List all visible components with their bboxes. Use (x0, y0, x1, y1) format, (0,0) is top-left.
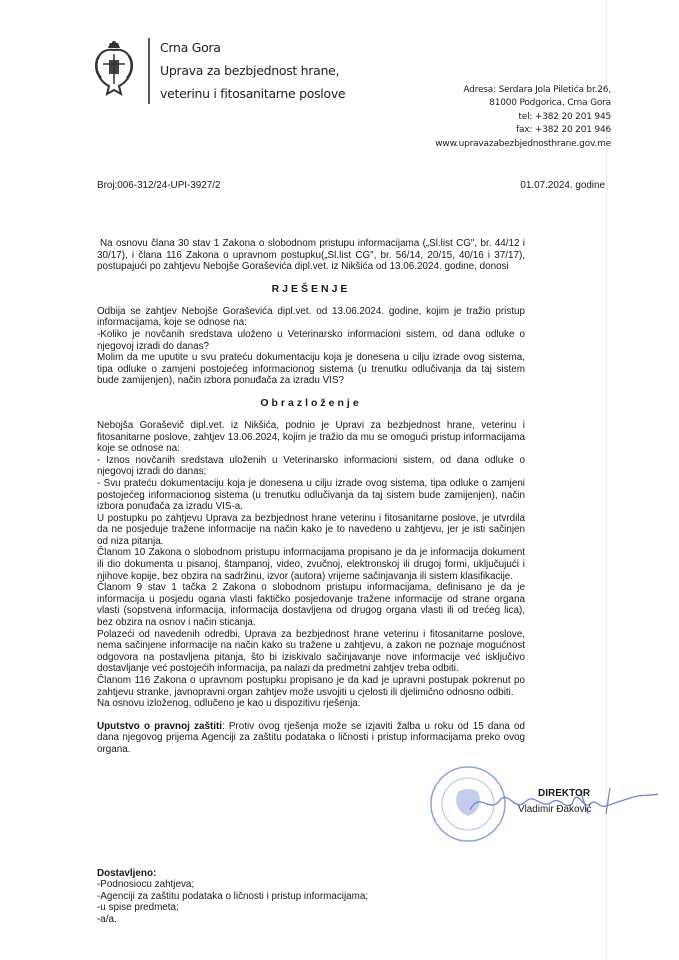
reasoning-paragraph: Članom 9 stav 1 tačka 2 Zakona o slobodnom pristupu informacijama, definisano je da je informacija u posjedu ogana vlasti faktičko posjedovanje tražene informacije od strane organa vlasti (sopstvena informacija, informacija dostavljena od drugog organa vlasti ili od trećeg lica), bez obzira na osnov i način sticanja. (97, 582, 525, 629)
org-line-agency: Uprava za bezbjednost hrane, (160, 63, 340, 78)
reasoning-body (97, 420, 525, 710)
decision-paragraph: Molim da me uputite u svu prateću dokumentaciju koja je donesena u cilju izrade ovog sistema, tipa odluke o zamjeni postojećeg informacionog sistema (u trenutku odlučivanja da taj sistem bude zamijenjen), način izbora ponuđača za izradu VIS? (97, 352, 525, 387)
distribution-list (97, 868, 525, 926)
decision-paragraph: Odbija se zahtjev Nebojše Goraševića dipl.vet. od 13.06.2024. godine, kojim je tražio pristup informacijama, koje se odnose na: (97, 305, 525, 329)
legal-remedy-label: Uputstvo o pravnoj zaštiti (97, 720, 223, 732)
reasoning-paragraph: - Svu prateću dokumentaciju koja je donesena u cilju izrade ovog sistema, tipa odluke o zamjeni postojećeg informacionog sistema (u trenutku odlučivanja da taj sistem bude zamijenjen), način izbora ponuđača za izradu VIS-a. (97, 477, 525, 513)
reasoning-paragraph: Nebojša Goraševič dipl.vet. iz Nikšića, podnio je Upravi za bezbjednost hrane, veterinu i fitosanitarne poslove, zahtjev 13.06.2024, kojim je tražio da mu se omogući pristup informacijama koje se odnose na: (97, 419, 525, 455)
distribution-item: -Podnosiocu zahtjeva; (97, 879, 195, 891)
reasoning-title: Obrazloženje (260, 396, 362, 409)
header-divider (148, 38, 150, 104)
legal-remedy-text: : Protiv ovog rješenja može se izjaviti žalba u roku od 15 dana od dana njegovog prijema Agenciji za zaštitu podataka o ličnosti i pristup informacijama preko ovog organa. (97, 720, 525, 755)
address-tel: tel: +382 20 201 945 (518, 111, 611, 122)
reasoning-paragraph: Polazeći od navedenih odredbi, Uprava za bezbjednost hrane veterinu i fitosanitarne poslove, nema sačinjene informacije na način kako su tražene u zahtjevu, a zakon ne poznaje mogućnost odgovora na postavljena pitanja, što bi iziskivalo sačinjavanje nove informacije već isključivo dostavljanje već postojećih informacija, pa nalazi da predmetni zahtjev treba odbiti. (97, 628, 525, 675)
document-body (97, 238, 592, 926)
signature-block (97, 764, 592, 856)
address-website[interactable]: www.upravazabezbjednosthrane.gov.me (435, 138, 611, 149)
coat-of-arms-logo (93, 40, 135, 98)
intro-paragraph: Na osnovu člana 30 stav 1 Zakona o slobodnom pristupu informacijama („Sl.list CG", br. 44/12 i 30/17), i člana 116 Zakona o upravnom postupku(„Sl.list CG", br. 56/14, 20/15, 40/16 i 37/17), postupajući po zahtjevu Nebojše Goraševića dipl.vet. iz Nikšića od 13.06.2024. godine, donosi (97, 238, 525, 273)
signatory-name: Vladimir Đaković (518, 803, 592, 815)
legal-remedy (97, 721, 525, 756)
reasoning-paragraph: U postupku po zahtjevu Uprava za bezbjednost hrane veterinu i fitosanitarne poslove, je utvrdila da ne posjeduje tražene informacije na način kako je to navedeno u zahtjevu, jer je isti sačinjen od niza pitanja. (97, 512, 525, 547)
reasoning-paragraph: Na osnovu izloženog, odlučeno je kao u dispozitivu rješenja. (97, 698, 361, 710)
organization-name (160, 36, 345, 105)
address-block (435, 84, 611, 151)
signature-scribble (460, 780, 660, 825)
distribution-item: -u spise predmeta; (97, 902, 179, 914)
decision-paragraph: -Koliko je novčanih sredstava uloženo u Veterinarsko informacioni sistem, od dana odluke o njegovoj izradi do danas? (97, 328, 525, 352)
signatory-title: DIREKTOR (538, 787, 591, 799)
distribution-item: -a/a. (97, 913, 117, 925)
decision-body (97, 306, 525, 387)
reasoning-paragraph: Članom 10 Zakona o slobodnom pristupu informacijama propisano je da je informacija dokument ili dio dokumenta u pisanoj, štampanoj, video, zvučnoj, elektronskoj ili drugoj formi, uključujući i njihove kopije, bez obzira na sadržinu, izvor (autora) vrijeme sačinjavanja ili sistem klasifikacije. (97, 547, 525, 582)
decision-title: RJEŠENJE (271, 282, 351, 295)
distribution-title: Dostavljeno: (97, 867, 157, 879)
address-street: Adresa: Serdara Jola Piletića br.26, (463, 85, 611, 95)
reference-number: Broj:006-312/24-UPI-3927/2 (97, 180, 221, 191)
distribution-item: -Agenciji za zaštitu podataka o ličnosti i pristup informacijama; (97, 890, 369, 902)
address-fax: fax: +382 20 201 946 (515, 125, 611, 136)
address-city: 81000 Podgorica, Crna Gora (489, 98, 611, 109)
org-line-agency-2: veterinu i fitosanitarne poslove (160, 86, 346, 101)
document-date: 01.07.2024. godine (520, 180, 605, 191)
reasoning-paragraph: Članom 116 Zakona o upravnom postupku propisano je da kad je upravni postupak pokrenut po zahtjevu stranke, javnopravni organ zahtjev može usvojiti u cjelosti ili djelimično odnosno odbiti. (97, 675, 525, 698)
reasoning-paragraph: - Iznos novčanih sredstava uloženih u Veterinarsko informacioni sistem, od dana odluke o njegovoj izradi do danas; (97, 454, 525, 478)
org-line-country: Crna Gora (160, 40, 221, 55)
